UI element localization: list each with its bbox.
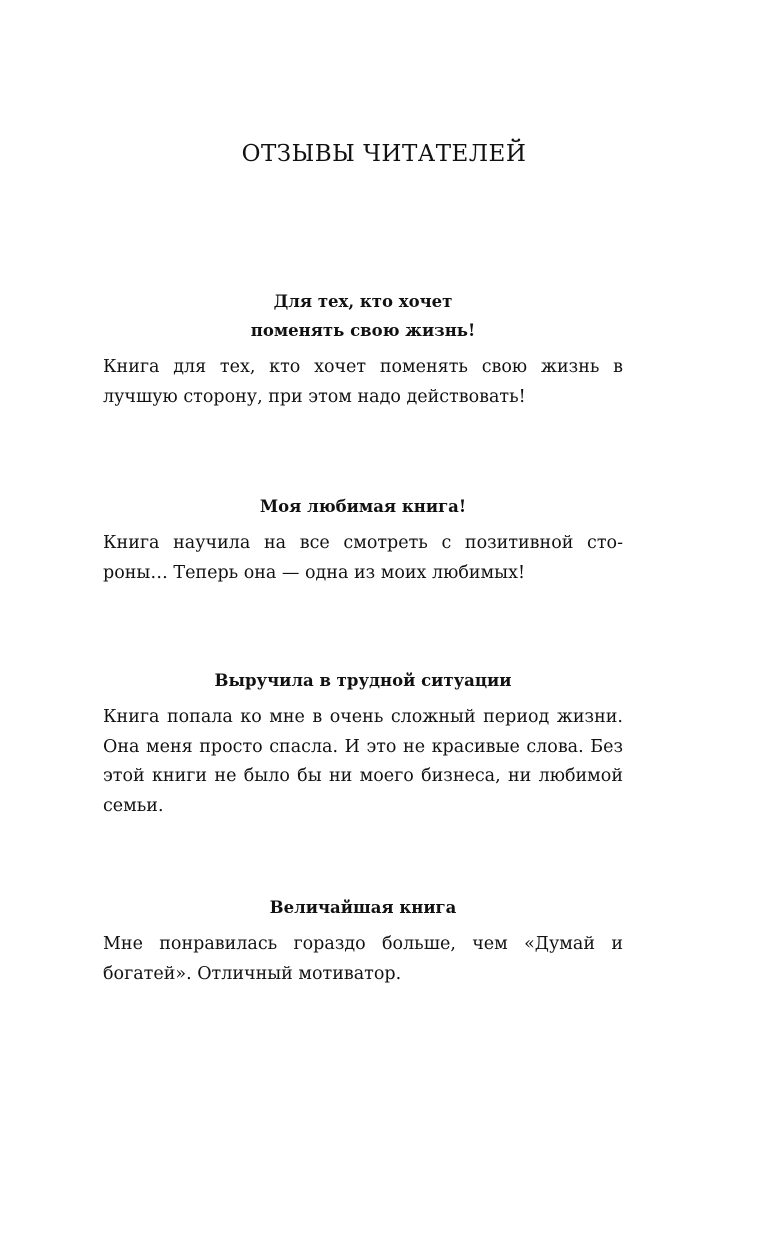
review-3 [103, 666, 623, 821]
review-text: Книга научила на все смотреть с позитивной стороны… Теперь она — одна из моих любимых! [103, 533, 623, 583]
review-title [103, 287, 623, 345]
review-title-line: Для тех, кто хочет [273, 292, 453, 311]
page-title: ОТЗЫВЫ ЧИТАТЕЛЕЙ [241, 141, 527, 167]
review-text: Книга для тех, кто хочет поменять свою жизнь в лучшую сторону, при этом надо действовать! [103, 357, 623, 407]
review-text: Книга попала ко мне в очень сложный период жизни. Она меня просто спасла. И это не красивые слова. Без этой книги не было бы ни моего бизнеса, ни любимой семьи. [103, 707, 623, 816]
review-title: Моя любимая книга! [259, 497, 467, 516]
review-4 [103, 893, 623, 989]
review-2 [103, 492, 623, 588]
review-title: Величайшая книга [269, 898, 457, 917]
review-1 [103, 287, 623, 412]
review-title-line: поменять свою жизнь! [250, 321, 476, 340]
review-text: Мне понравилась гораздо больше, чем «Думай и богатей». Отличный мотиватор. [103, 934, 623, 984]
review-title: Выручила в трудной ситуации [214, 671, 512, 690]
